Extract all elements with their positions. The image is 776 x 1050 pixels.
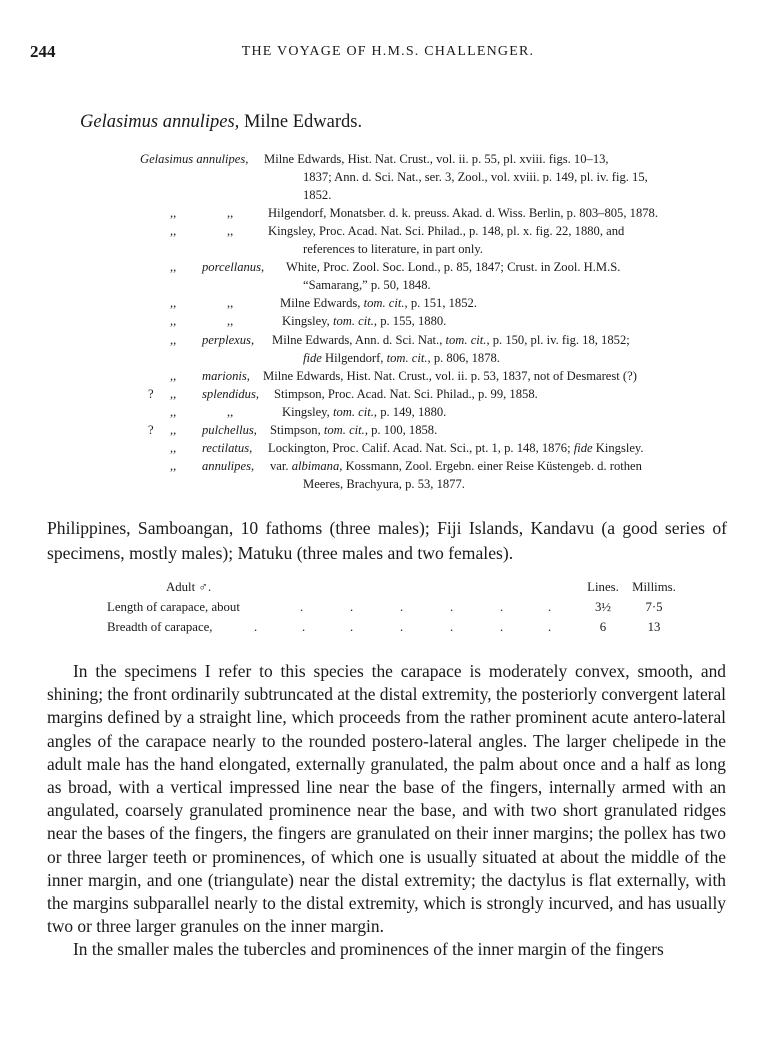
synonym-name: marionis, bbox=[202, 368, 250, 383]
ditto-mark: ,, bbox=[227, 296, 234, 311]
species-name: Gelasimus annulipes, bbox=[80, 112, 240, 132]
synonym-name: splendidus, bbox=[202, 386, 260, 401]
millims-header: Millims. bbox=[632, 580, 676, 594]
synonym-name: pulchellus, bbox=[202, 422, 257, 437]
page-number: 244 bbox=[30, 42, 56, 61]
ditto-mark: ,, bbox=[170, 296, 177, 311]
synonym-reference: Stimpson, tom. cit., p. 100, 1858. bbox=[270, 422, 438, 437]
synonym-reference: fide Hilgendorf, tom. cit., p. 806, 1878. bbox=[303, 350, 500, 365]
synonym-reference: Kingsley, tom. cit., p. 155, 1880. bbox=[282, 314, 447, 329]
synonym-name: Gelasimus annulipes, bbox=[140, 152, 249, 166]
measurements-header-row bbox=[0, 580, 776, 598]
synonym-reference: Lockington, Proc. Calif. Acad. Nat. Sci., pt. 1, p. 148, 1876; fide Kingsley. bbox=[268, 440, 644, 455]
synonym-reference: Meeres, Brachyura, p. 53, 1877. bbox=[303, 476, 465, 491]
synonym-name: porcellanus, bbox=[202, 260, 265, 275]
ditto-mark: ,, bbox=[170, 332, 177, 347]
ditto-mark: ,, bbox=[170, 314, 177, 329]
query-mark: ? bbox=[148, 422, 154, 437]
measurement-lines: 6 bbox=[599, 620, 607, 634]
running-title: THE VOYAGE OF H.M.S. CHALLENGER. bbox=[241, 44, 535, 59]
query-mark: ? bbox=[148, 386, 154, 401]
specimen-label: Adult ♂. bbox=[166, 580, 212, 594]
synonym-reference: Milne Edwards, Hist. Nat. Crust., vol. ii. p. 55, pl. xviii. figs. 10–13, bbox=[264, 152, 609, 166]
species-author: Milne Edwards. bbox=[243, 112, 363, 132]
ditto-mark: ,, bbox=[170, 386, 177, 401]
synonym-reference: Milne Edwards, Ann. d. Sci. Nat., tom. cit., p. 150, pl. iv. fig. 18, 1852; bbox=[272, 332, 630, 347]
synonym-reference: 1852. bbox=[303, 188, 332, 203]
ditto-mark: ,, bbox=[170, 368, 177, 383]
synonym-name: rectilatus, bbox=[202, 440, 253, 455]
synonym-reference: Kingsley, tom. cit., p. 149, 1880. bbox=[282, 404, 447, 419]
synonym-reference: Milne Edwards, Hist. Nat. Crust., vol. ii. p. 53, 1837, not of Desmarest (?) bbox=[263, 368, 637, 383]
ditto-mark: ,, bbox=[227, 224, 234, 239]
ditto-mark: ,, bbox=[170, 224, 177, 239]
synonym-reference: Hilgendorf, Monatsber. d. k. preuss. Akad. d. Wiss. Berlin, p. 803–805, 1878. bbox=[268, 206, 658, 221]
species-heading bbox=[80, 112, 362, 133]
ditto-mark: ,, bbox=[227, 314, 234, 329]
ditto-mark: ,, bbox=[170, 440, 177, 455]
ditto-mark: ,, bbox=[170, 260, 177, 275]
ditto-mark: ,, bbox=[170, 404, 177, 419]
measurement-label: Length of carapace, about bbox=[107, 600, 240, 614]
synonym-name: perplexus, bbox=[202, 332, 255, 347]
ditto-mark: ,, bbox=[227, 206, 234, 221]
synonym-reference: var. albimana, Kossmann, Zool. Ergebn. einer Reise Küstengeb. d. rothen bbox=[270, 458, 642, 473]
paragraph: In the specimens I refer to this species the carapace is moderately convex, smooth, and shining; the front ordinarily subtruncated at the distal extremity, the posteriorly convergent lateral margins defined by a straight line, which proceeds from the rather prominent acute antero-lateral angles of the carapace nearly to the rounded postero-lateral angles. The larger chelipede in the adult male has the hand elongated, externally granulated, the palm about once and a half as long as broad, with a vertical impressed line near the base of the fingers, internally armed with an angulated, coarsely granulated prominence near the base, and with two short granulated ridges near the bases of the fingers, the fingers are granulated on their inner margins; the pollex has two or three larger teeth or prominences, of which one is usually situated at about the middle of the inner margin, and one (triangulate) near the distal extremity; the dactylus is flat externally, with the margins subparallel nearly to the distal extremity, which is strongly incurved, and has usually two or three larger granules on the inner margin. bbox=[47, 661, 727, 937]
synonym-reference: 1837; Ann. d. Sci. Nat., ser. 3, Zool., vol. xviii. p. 149, pl. iv. fig. 15, bbox=[303, 170, 648, 185]
synonym-reference: references to literature, in part only. bbox=[303, 242, 483, 257]
ditto-mark: ,, bbox=[170, 458, 177, 473]
lines-header: Lines. bbox=[587, 580, 619, 594]
running-header bbox=[30, 42, 746, 64]
ditto-mark: ,, bbox=[227, 404, 234, 419]
measurement-row: Length of carapace, about . . . . . . 3½ 7·5 bbox=[0, 600, 776, 618]
paragraph: In the smaller males the tubercles and prominences of the inner margin of the fingers bbox=[73, 939, 664, 960]
measurement-label: Breadth of carapace, bbox=[107, 620, 213, 634]
measurement-row: Breadth of carapace, . . . . . . . 6 13 bbox=[0, 620, 776, 638]
synonym-reference: Stimpson, Proc. Acad. Nat. Sci. Philad., p. 99, 1858. bbox=[274, 386, 538, 401]
synonym-reference: Milne Edwards, tom. cit., p. 151, 1852. bbox=[280, 296, 477, 311]
synonym-name: annulipes, bbox=[202, 458, 255, 473]
synonym-reference: “Samarang,” p. 50, 1848. bbox=[303, 278, 431, 293]
synonym-reference: White, Proc. Zool. Soc. Lond., p. 85, 1847; Crust. in Zool. H.M.S. bbox=[286, 260, 621, 275]
ditto-mark: ,, bbox=[170, 422, 177, 437]
measurement-lines: 3½ bbox=[595, 600, 611, 614]
synonym-reference: Kingsley, Proc. Acad. Nat. Sci. Philad., p. 148, pl. x. fig. 22, 1880, and bbox=[268, 224, 625, 239]
ditto-mark: ,, bbox=[170, 206, 177, 221]
locality-paragraph: Philippines, Samboangan, 10 fathoms (three males); Fiji Islands, Kandavu (a good series of specimens, mostly males); Matuku (three males and two females). bbox=[47, 518, 727, 563]
measurement-millims: 13 bbox=[647, 620, 661, 634]
measurement-millims: 7·5 bbox=[645, 600, 663, 614]
description-text bbox=[47, 660, 726, 962]
